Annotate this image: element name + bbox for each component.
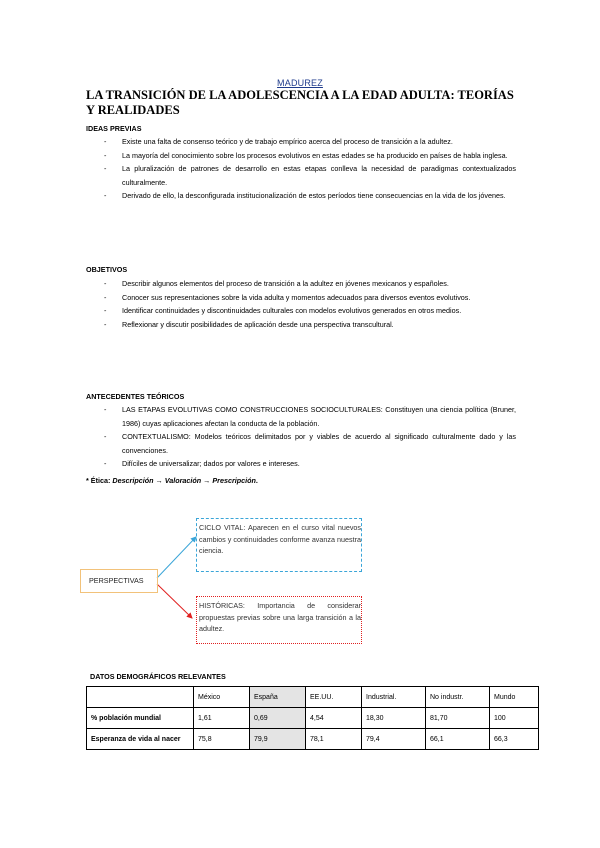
column-header: EE.UU. xyxy=(306,687,362,708)
table-cell: 78,1 xyxy=(306,729,362,750)
table-title: DATOS DEMOGRÁFICOS RELEVANTES xyxy=(90,672,226,681)
arrow-to-historicas xyxy=(157,584,192,618)
list-item: - Identificar continuidades y discontinuidades culturales con modelos evolutivos generados en otros medios. xyxy=(86,304,516,318)
column-header: México xyxy=(194,687,250,708)
table-cell: 4,54 xyxy=(306,708,362,729)
demographic-table xyxy=(86,686,539,750)
etica-text: Descripción → Valoración → Prescripción xyxy=(112,476,256,485)
page-title: MADUREZ xyxy=(277,78,323,88)
list-item: - Derivado de ello, la desconfigurada institucionalización de estos períodos tiene consecuencias en la vida de los jóvenes. xyxy=(86,189,516,203)
list-item: - La pluralización de patrones de desarrollo en estas etapas conlleva la necesidad de paradigmas contextualizados culturalmente. xyxy=(86,162,516,189)
column-header: No industr. xyxy=(426,687,490,708)
arrow-to-ciclo-vital xyxy=(157,537,196,578)
list-item: - Existe una falta de consenso teórico y de trabajo empírico acerca del proceso de transición a la adultez. xyxy=(86,135,516,149)
etica-line xyxy=(86,476,258,485)
column-header: Industrial. xyxy=(362,687,426,708)
ideas-previas-list xyxy=(86,135,516,203)
table-cell: 79,9 xyxy=(250,729,306,750)
column-header: España xyxy=(250,687,306,708)
etica-prefix: * Ética: xyxy=(86,476,113,485)
list-item: - La mayoría del conocimiento sobre los procesos evolutivos en estas edades se ha producido en países de habla inglesa. xyxy=(86,149,516,163)
table-cell: 18,30 xyxy=(362,708,426,729)
section-objetivos-label: OBJETIVOS xyxy=(86,265,128,274)
table-row xyxy=(87,708,539,729)
section-antecedentes-label: ANTECEDENTES TEÓRICOS xyxy=(86,392,185,401)
objetivos-list xyxy=(86,277,516,331)
row-label: Esperanza de vida al nacer xyxy=(87,729,194,750)
table-cell: 0,69 xyxy=(250,708,306,729)
row-label: % población mundial xyxy=(87,708,194,729)
list-item: - Reflexionar y discutir posibilidades de aplicación desde una perspectiva transcultural. xyxy=(86,318,516,332)
ciclo-vital-box: CICLO VITAL: Aparecen en el curso vital nuevos cambios y continuidades conforme avanza nuestra ciencia. xyxy=(196,518,362,572)
table-cell: 79,4 xyxy=(362,729,426,750)
antecedentes-list xyxy=(86,403,516,471)
etica-suffix: . xyxy=(255,476,258,485)
table-row xyxy=(87,729,539,750)
table-header-row xyxy=(87,687,539,708)
table-cell: 66,1 xyxy=(426,729,490,750)
table-cell: 75,8 xyxy=(194,729,250,750)
perspectivas-box: PERSPECTIVAS xyxy=(80,569,158,593)
table-cell: 66,3 xyxy=(490,729,539,750)
list-item: - Describir algunos elementos del proceso de transición a la adultez en jóvenes mexicanos y españoles. xyxy=(86,277,516,291)
table-corner-cell xyxy=(87,687,194,708)
list-item: - Conocer sus representaciones sobre la vida adulta y momentos adecuados para diversos eventos evolutivos. xyxy=(86,291,516,305)
table-cell: 81,70 xyxy=(426,708,490,729)
list-item: - CONTEXTUALISMO: Modelos teóricos delimitados por y viables de acuerdo al significado culturalmente dado y las convenciones. xyxy=(86,430,516,457)
table-cell: 1,61 xyxy=(194,708,250,729)
section-ideas-previas-label: IDEAS PREVIAS xyxy=(86,124,142,133)
main-heading: LA TRANSICIÓN DE LA ADOLESCENCIA A LA EDAD ADULTA: TEORÍAS Y REALIDADES xyxy=(86,88,514,117)
list-item: - LAS ETAPAS EVOLUTIVAS COMO CONSTRUCCIONES SOCIOCULTURALES: Constituyen una ciencia política (Bruner, 1986) cuyas aplicaciones afectan la conducta de la población. xyxy=(86,403,516,430)
historicas-box: HISTÓRICAS: Importancia de considerar propuestas previas sobre una larga transición a la adultez. xyxy=(196,596,362,644)
list-item: - Difíciles de universalizar; dados por valores e intereses. xyxy=(86,457,516,471)
table-cell: 100 xyxy=(490,708,539,729)
column-header: Mundo xyxy=(490,687,539,708)
